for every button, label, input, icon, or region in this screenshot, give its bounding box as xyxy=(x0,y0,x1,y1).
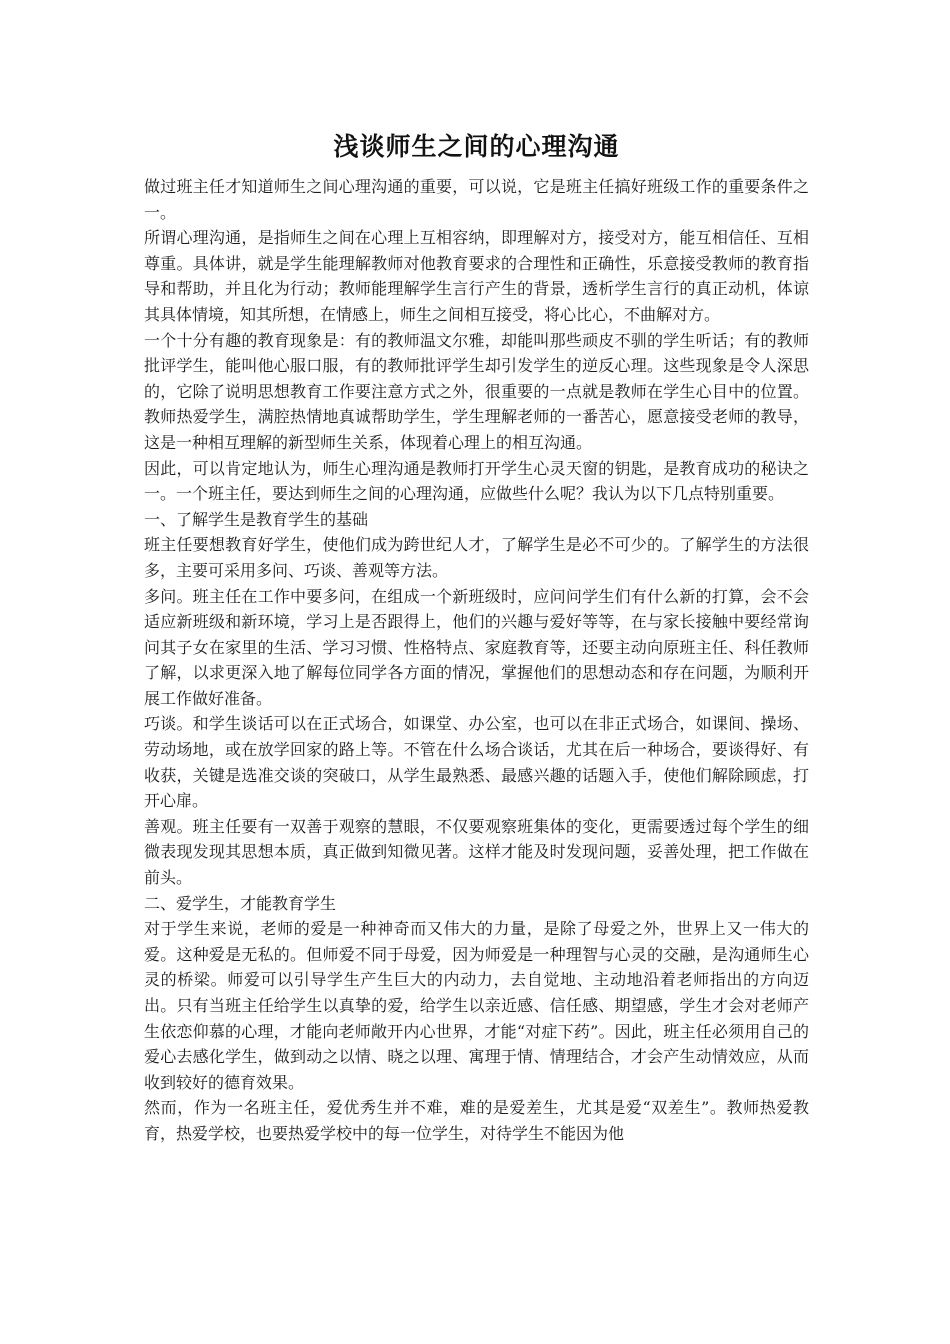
paragraph-conclusion: 因此，可以肯定地认为，师生心理沟通是教师打开学生心灵天窗的钥匙，是教育成功的秘诀之一。一个班主任，要达到师生之间的心理沟通，应做些什么呢？我认为以下几点特别重要。 xyxy=(144,458,809,504)
section-heading-2: 二、爱学生，才能教育学生 xyxy=(144,893,337,913)
paragraph-intro: 做过班主任才知道师生之间心理沟通的重要，可以说，它是班主任搞好班级工作的重要条件之一。 xyxy=(144,177,809,222)
paragraph-ask: 多问。班主任在工作中要多问，在组成一个新班级时，应问问学生们有什么新的打算，会不会适应新班级和新环境，学习上是否跟得上，他们的兴趣与爱好等等，在与家长接触中要经常询问其子女在家里的生活、学习习惯、性格特点、家庭教育等，还要主动向原班主任、科任教师了解，以求更深入地了解每位同学各方面的情况，掌握他们的思想动态和存在问题，为顺利开展工作做好准备。 xyxy=(144,586,809,708)
document-page xyxy=(144,128,809,1147)
paragraph-love: 对于学生来说，老师的爱是一种神奇而又伟大的力量，是除了母爱之外，世界上又一伟大的爱。这种爱是无私的。但师爱不同于母爱，因为师爱是一种理智与心灵的交融，是沟通师生心灵的桥梁。师爱可以引导学生产生巨大的内动力，去自觉地、主动地沿着老师指出的方向迈出。只有当班主任给学生以真挚的爱，给学生以亲近感、信任感、期望感，学生才会对老师产生依恋仰慕的心理，才能向老师敞开内心世界，才能“对症下药”。因此，班主任必须用自己的爱心去感化学生，做到动之以情、晓之以理、寓理于情、情理结合，才会产生动情效应，从而收到较好的德育效果。 xyxy=(144,919,809,1092)
document-title: 浅谈师生之间的心理沟通 xyxy=(333,132,620,161)
document-body xyxy=(144,174,809,1147)
paragraph-observe: 善观。班主任要有一双善于观察的慧眼，不仅要观察班集体的变化，更需要透过每个学生的细微表现发现其思想本质，真正做到知微见著。这样才能及时发现问题，妥善处理，把工作做在前头。 xyxy=(144,816,809,888)
paragraph-phenomenon: 一个十分有趣的教育现象是：有的教师温文尔雅，却能叫那些顽皮不驯的学生听话；有的教师批评学生，能叫他心服口服，有的教师批评学生却引发学生的逆反心理。这些现象是令人深思的，它除了说明思想教育工作要注意方式之外，很重要的一点就是教师在学生心目中的位置。教师热爱学生，满腔热情地真诚帮助学生，学生理解老师的一番苦心，愿意接受老师的教导，这是一种相互理解的新型师生关系，体现着心理上的相互沟通。 xyxy=(144,330,809,452)
paragraph-definition: 所谓心理沟通，是指师生之间在心理上互相容纳，即理解对方，接受对方，能互相信任、互相尊重。具体讲，就是学生能理解教师对他教育要求的合理性和正确性，乐意接受教师的教育指导和帮助，并且化为行动；教师能理解学生言行产生的背景，透析学生言行的真正动机，体谅其具体情境，知其所想，在情感上，师生之间相互接受，将心比心，不曲解对方。 xyxy=(144,228,809,324)
paragraph-however: 然而，作为一名班主任，爱优秀生并不难，难的是爱差生，尤其是爱“双差生”。教师热爱教育，热爱学校，也要热爱学校中的每一位学生，对待学生不能因为他 xyxy=(144,1098,809,1143)
paragraph-understand: 班主任要想教育好学生，使他们成为跨世纪人才，了解学生是必不可少的。了解学生的方法很多，主要可采用多问、巧谈、善观等方法。 xyxy=(144,535,809,580)
paragraph-talk: 巧谈。和学生谈话可以在正式场合，如课堂、办公室，也可以在非正式场合，如课间、操场、劳动场地，或在放学回家的路上等。不管在什么场合谈话，尤其在后一种场合，要谈得好、有收获，关键是选准交谈的突破口，从学生最熟悉、最感兴趣的话题入手，使他们解除顾虑，打开心扉。 xyxy=(144,714,809,811)
section-heading-1: 一、了解学生是教育学生的基础 xyxy=(144,509,369,529)
